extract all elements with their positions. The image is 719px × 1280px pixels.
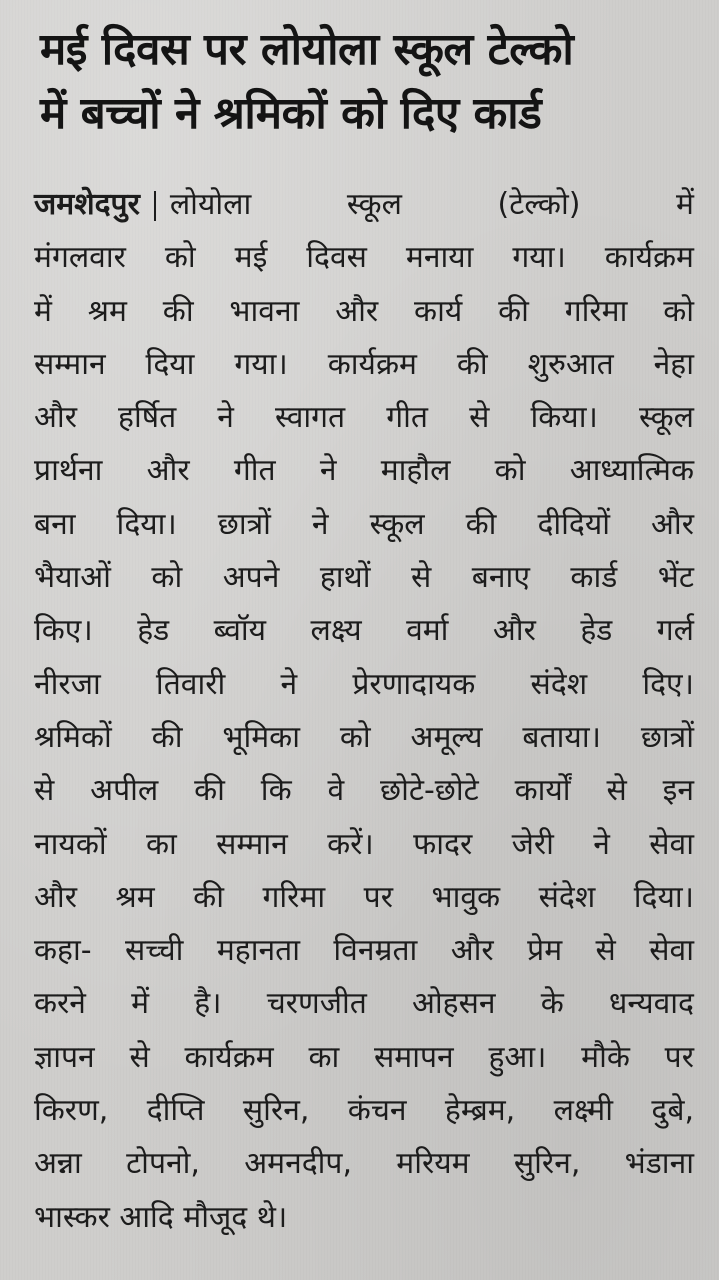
article-line-9: किए। हेड ब्वॉय लक्ष्य वर्मा और हेड गर्ल xyxy=(34,613,694,649)
article-body xyxy=(34,178,694,1244)
article-line-14: और श्रम की गरिमा पर भावुक संदेश दिया। xyxy=(34,879,694,915)
article-line-8: भैयाओं को अपने हाथों से बनाए कार्ड भेंट xyxy=(34,560,694,596)
article-line-2: मंगलवार को मई दिवस मनाया गया। कार्यक्रम xyxy=(34,240,694,276)
article-line-16: करने में है। चरणजीत ओहसन के धन्यवाद xyxy=(34,986,694,1022)
headline-line-1: मई दिवस पर लोयोला स्कूल टेल्को xyxy=(40,24,574,75)
article-line-1-text: लोयोला स्कूल (टेल्को) में xyxy=(169,187,694,222)
article-line-10: नीरजा तिवारी ने प्रेरणादायक संदेश दिए। xyxy=(34,666,694,702)
headline-line-2: में बच्चों ने श्रमिकों को दिए कार्ड xyxy=(40,88,542,139)
article-line-1 xyxy=(34,178,694,231)
article-line-6: प्रार्थना और गीत ने माहौल को आध्यात्मिक xyxy=(34,453,694,489)
article-line-17: ज्ञापन से कार्यक्रम का समापन हुआ। मौके पर xyxy=(34,1039,694,1075)
article-line-19: अन्ना टोपनो, अमनदीप, मरियम सुरिन, भंडाना xyxy=(34,1146,694,1182)
article-line-3: में श्रम की भावना और कार्य की गरिमा को xyxy=(34,293,694,329)
article-line-12: से अपील की कि वे छोटे-छोटे कार्यों से इन xyxy=(34,773,694,809)
article-line-11: श्रमिकों की भूमिका को अमूल्य बताया। छात्रों xyxy=(34,719,694,755)
dateline-separator xyxy=(154,191,156,221)
article-line-7: बना दिया। छात्रों ने स्कूल की दीदियों और xyxy=(34,506,694,542)
article-line-20: भास्कर आदि मौजूद थे। xyxy=(34,1199,288,1235)
dateline: जमशेदपुर xyxy=(34,187,140,222)
article-line-15: कहा- सच्ची महानता विनम्रता और प्रेम से सेवा xyxy=(34,933,694,969)
article-line-4: सम्मान दिया गया। कार्यक्रम की शुरुआत नेहा xyxy=(34,346,694,382)
article-line-13: नायकों का सम्मान करें। फादर जेरी ने सेवा xyxy=(34,826,694,862)
article-line-5: और हर्षित ने स्वागत गीत से किया। स्कूल xyxy=(34,400,694,436)
headline xyxy=(40,18,700,146)
article-line-18: किरण, दीप्ति सुरिन, कंचन हेम्ब्रम, लक्ष्मी दुबे, xyxy=(34,1093,694,1129)
